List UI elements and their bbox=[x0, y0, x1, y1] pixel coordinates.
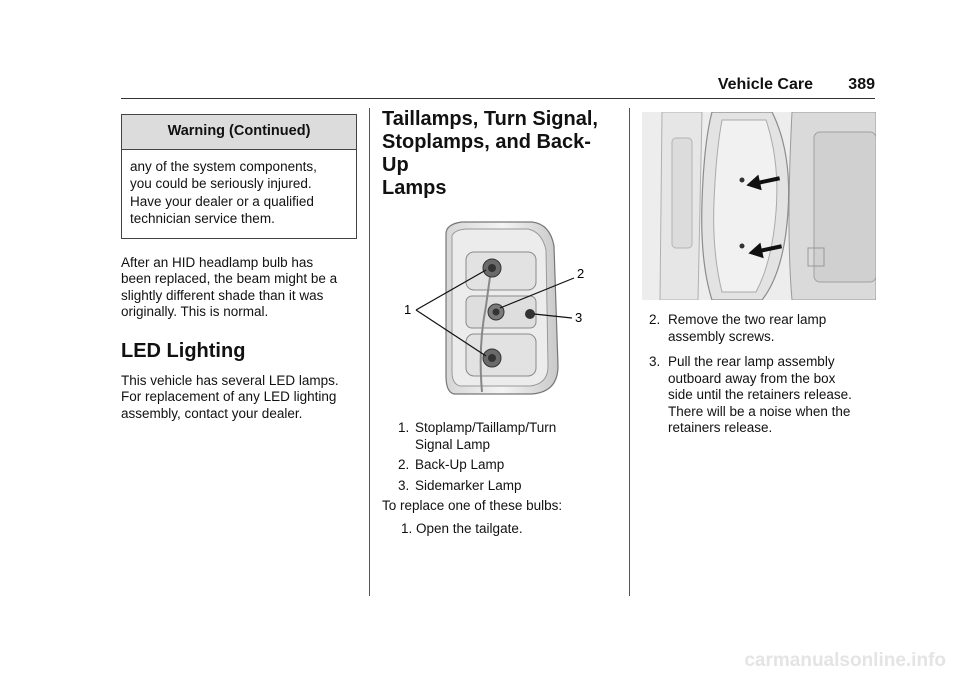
section-title: Vehicle Care bbox=[717, 76, 813, 93]
callout-3: 3 bbox=[575, 310, 583, 325]
warning-body bbox=[122, 150, 356, 238]
step-line: outboard away from the box bbox=[668, 370, 836, 386]
replace-intro: To replace one of these bulbs: bbox=[382, 498, 563, 513]
step-line: Remove the two rear lamp bbox=[668, 312, 827, 327]
socket-center bbox=[488, 264, 496, 272]
lamp-screws-illustration bbox=[642, 112, 876, 300]
step-line: There will be a noise when the bbox=[668, 403, 851, 419]
callout-1: 1 bbox=[404, 302, 412, 317]
step-open-tailgate: 1. Open the tailgate. bbox=[401, 520, 523, 536]
heading-line: Stoplamps, and Back-Up bbox=[382, 131, 591, 176]
step-line: Pull the rear lamp assembly bbox=[668, 354, 835, 369]
column-middle bbox=[382, 108, 614, 537]
legend-line: Back-Up Lamp bbox=[415, 457, 505, 472]
step-line: retainers release. bbox=[668, 420, 773, 435]
text-line: slightly different shade than it was bbox=[121, 287, 324, 303]
legend-number: 1. bbox=[398, 420, 410, 435]
warning-line: Have your dealer or a qualified bbox=[130, 193, 314, 209]
socket-center bbox=[488, 354, 496, 362]
step-item bbox=[642, 354, 876, 437]
text-line: For replacement of any LED lighting bbox=[121, 389, 337, 404]
text-line: This vehicle has several LED lamps. bbox=[121, 372, 339, 388]
heading-line: Taillamps, Turn Signal, bbox=[382, 108, 598, 130]
led-heading: LED Lighting bbox=[121, 339, 246, 362]
legend-line: Stoplamp/Taillamp/Turn bbox=[415, 420, 557, 435]
legend-item bbox=[382, 478, 614, 495]
taillamps-heading bbox=[382, 108, 614, 200]
lower-screw bbox=[740, 244, 745, 249]
warning-line: any of the system components, bbox=[130, 158, 317, 174]
removal-steps bbox=[642, 312, 876, 437]
legend-item bbox=[382, 457, 614, 474]
step-number: 2. bbox=[649, 312, 661, 327]
step-number: 3. bbox=[649, 354, 661, 369]
box-inner-recess bbox=[814, 132, 876, 282]
text-line: After an HID headlamp bulb has bbox=[121, 254, 314, 270]
tailgate-detail bbox=[672, 138, 692, 248]
warning-line: technician service them. bbox=[130, 211, 275, 226]
column-left bbox=[121, 108, 357, 422]
step-line: side until the retainers release. bbox=[668, 387, 852, 402]
watermark bbox=[0, 650, 960, 672]
upper-screw bbox=[740, 178, 745, 183]
lamp-legend bbox=[382, 420, 614, 494]
column-right bbox=[642, 108, 876, 446]
page-number: 389 bbox=[848, 76, 875, 93]
heading-line: Lamps bbox=[382, 177, 447, 199]
warning-line: you could be seriously injured. bbox=[130, 176, 312, 191]
sidemarker-socket bbox=[525, 309, 535, 319]
callout-2: 2 bbox=[577, 266, 585, 281]
taillamp-figure bbox=[382, 216, 614, 402]
warning-title: Warning (Continued) bbox=[122, 115, 356, 150]
watermark-text: carmanualsonline.info bbox=[744, 650, 946, 671]
legend-number: 3. bbox=[398, 477, 410, 493]
column-divider bbox=[629, 108, 630, 596]
legend-number: 2. bbox=[398, 457, 410, 472]
text-line: been replaced, the beam might be a bbox=[121, 271, 338, 286]
step-line: assembly screws. bbox=[668, 328, 775, 344]
lamp-screws-figure bbox=[642, 112, 876, 300]
hid-paragraph bbox=[121, 255, 357, 321]
socket-center bbox=[493, 309, 500, 316]
warning-box bbox=[121, 114, 357, 239]
column-divider bbox=[369, 108, 370, 596]
legend-item bbox=[382, 420, 614, 453]
page-header bbox=[121, 76, 875, 99]
taillamp-illustration bbox=[382, 216, 614, 402]
legend-line: Signal Lamp bbox=[415, 436, 491, 452]
led-paragraph bbox=[121, 373, 357, 423]
text-line: assembly, contact your dealer. bbox=[121, 405, 303, 421]
text-line: originally. This is normal. bbox=[121, 304, 269, 319]
legend-line: Sidemarker Lamp bbox=[415, 477, 522, 493]
step-item bbox=[642, 312, 876, 345]
